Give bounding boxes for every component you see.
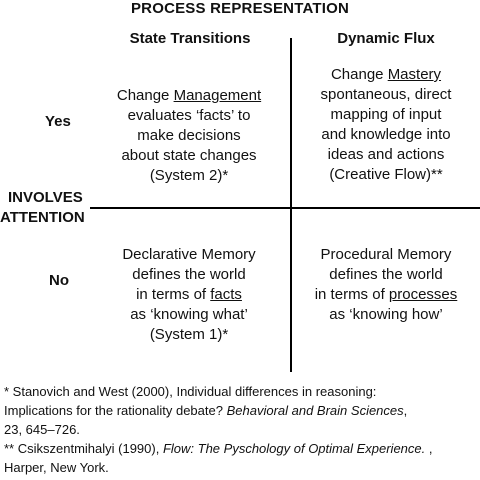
reference-2-line2: Harper, New York. [4,460,109,475]
cell-heading: Declarative Memory [122,246,256,263]
row-label-no: No [49,272,69,289]
reference-1-line3: 23, 645–726. [4,422,80,437]
cell-line: as ‘knowing how’ [329,306,443,323]
cell-line: (Creative Flow)** [329,166,443,183]
cell-line: and knowledge into [321,126,451,143]
cell-change-mastery [292,65,480,185]
cell-line: make decisions [137,127,241,144]
reference-1-line2: Implications for the rationality debate? Behavioral and Brain Sciences, [4,403,408,418]
axis-label [0,188,85,228]
column-header-dynamic-flux: Dynamic Flux [337,30,435,47]
cell-line: in terms of facts [136,286,242,303]
cell-declarative-memory [94,245,284,345]
reference-2-line1: ** Csikszentmihalyi (1990), Flow: The Pyschology of Optimal Experience. , [4,441,433,456]
cell-change-management [94,86,284,186]
cell-line: (System 2)* [149,167,229,184]
cell-heading: Procedural Memory [320,246,452,263]
cell-line: about state changes [121,147,257,164]
diagram-title: PROCESS REPRESENTATION [130,0,350,17]
axis-label-line2: ATTENTION [0,209,85,226]
axis-label-line1: INVOLVES [8,189,83,206]
reference-1-line1: * Stanovich and West (2000), Individual differences in reasoning: [4,384,377,399]
cell-heading: Change Management [116,87,262,104]
cell-line: evaluates ‘facts’ to [127,107,251,124]
cell-line: mapping of input [330,106,442,123]
row-label-yes: Yes [45,113,71,130]
cell-line: in terms of processes [314,286,458,303]
cell-line: (System 1)* [149,326,229,343]
references [4,382,478,477]
cell-line: ideas and actions [327,146,445,163]
cell-line: spontaneous, direct [320,86,452,103]
horizontal-divider [90,207,480,209]
cell-procedural-memory [292,245,480,325]
cell-line: as ‘knowing what’ [130,306,248,323]
cell-line: defines the world [329,266,443,283]
column-header-state-transitions: State Transitions [129,30,251,47]
cell-heading: Change Mastery [330,66,442,83]
cell-line: defines the world [132,266,246,283]
